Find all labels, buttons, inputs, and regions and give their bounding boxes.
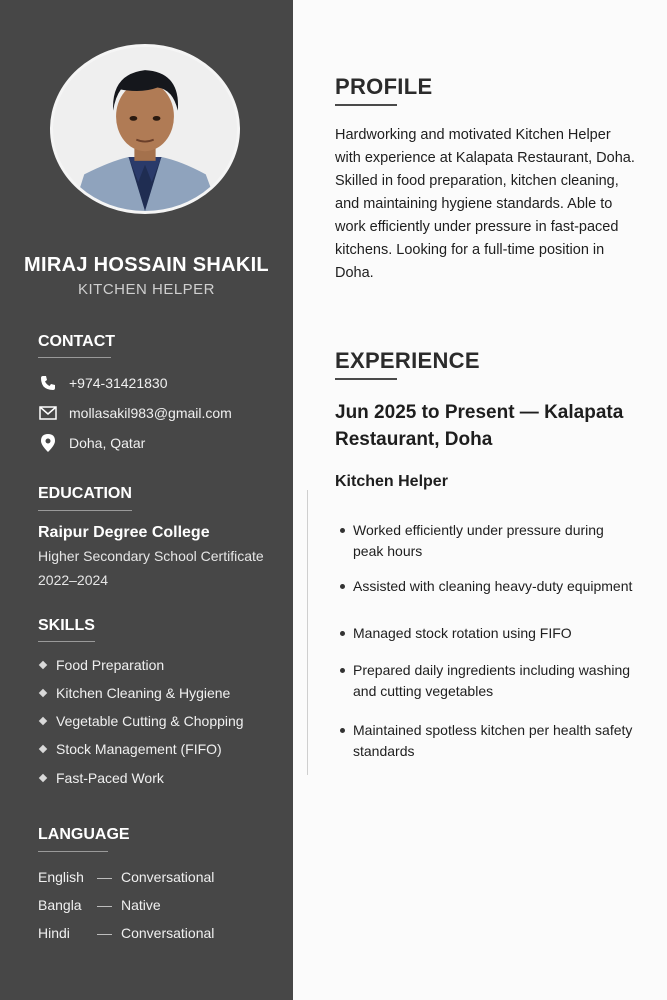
contact-location <box>38 432 145 454</box>
bullet-text: Prepared daily ingredients including washing and cutting vegetables <box>353 662 631 699</box>
experience-bullet <box>353 720 633 762</box>
skill-label: Food Preparation <box>56 657 165 673</box>
profile-divider <box>335 104 397 106</box>
phone-text: +974-31421830 <box>69 375 168 391</box>
profile-summary: Hardworking and motivated Kitchen Helper with experience at Kalapata Restaurant, Doha. Skilled in food preparation, kitchen cleaning, and maintaining hygiene standards. Able to work efficiently under pressure in fast-paced kitchens. Looking for a full-time position in Doha. <box>335 127 635 281</box>
language-name: Hindi <box>38 925 70 941</box>
profile-photo <box>50 44 240 214</box>
bullet-text: Worked efficiently under pressure during peak hours <box>353 522 604 559</box>
language-dash <box>97 906 112 907</box>
experience-bullet <box>353 576 633 597</box>
language-level: Native <box>121 897 161 913</box>
main-content <box>293 0 667 1000</box>
skill-label: Fast-Paced Work <box>56 770 164 786</box>
experience-bullet <box>353 660 633 702</box>
diamond-bullet-icon <box>39 689 47 697</box>
language-name: Bangla <box>38 897 82 913</box>
skills-divider <box>38 641 95 642</box>
profile-heading: PROFILE <box>335 74 433 99</box>
skill-item <box>38 685 230 701</box>
portrait-image <box>53 47 237 211</box>
sidebar <box>0 0 293 1000</box>
language-dash <box>97 934 112 935</box>
experience-divider <box>335 378 397 380</box>
timeline-line <box>307 490 308 775</box>
mail-icon <box>38 404 58 422</box>
language-divider <box>38 851 108 852</box>
email-text: mollasakil983@gmail.com <box>69 405 232 421</box>
contact-divider <box>38 357 111 358</box>
contact-heading: CONTACT <box>38 333 116 350</box>
language-level: Conversational <box>121 869 215 885</box>
diamond-bullet-icon <box>39 661 47 669</box>
language-name: English <box>38 869 84 885</box>
skill-item <box>38 770 164 786</box>
language-dash <box>97 878 112 879</box>
skill-label: Kitchen Cleaning & Hygiene <box>56 685 231 701</box>
education-years: 2022–2024 <box>38 572 109 588</box>
phone-icon <box>38 374 58 392</box>
bullet-dot-icon <box>340 584 345 589</box>
contact-email[interactable] <box>38 402 232 424</box>
education-divider <box>38 510 132 511</box>
experience-bullet <box>353 623 633 644</box>
education-heading: EDUCATION <box>38 485 132 502</box>
education-school: Raipur Degree College <box>38 524 210 541</box>
bullet-text: Assisted with cleaning heavy-duty equipment <box>353 578 633 594</box>
bullet-text: Managed stock rotation using FIFO <box>353 625 572 641</box>
language-level: Conversational <box>121 925 215 941</box>
skill-label: Vegetable Cutting & Chopping <box>56 713 244 729</box>
skill-item <box>38 657 164 673</box>
diamond-bullet-icon <box>39 774 47 782</box>
education-certificate: Higher Secondary School Certificate <box>38 548 264 564</box>
candidate-name: MIRAJ HOSSAIN SHAKIL <box>24 254 269 276</box>
bullet-dot-icon <box>340 668 345 673</box>
skill-item <box>38 713 244 729</box>
language-heading: LANGUAGE <box>38 826 130 843</box>
experience-period-employer: Jun 2025 to Present — Kalapata Restaurant, Doha <box>335 402 624 450</box>
location-text: Doha, Qatar <box>69 435 146 451</box>
bullet-text: Maintained spotless kitchen per health safety standards <box>353 722 633 759</box>
contact-phone[interactable] <box>38 372 168 394</box>
diamond-bullet-icon <box>39 717 47 725</box>
candidate-title: KITCHEN HELPER <box>77 281 216 298</box>
experience-role: Kitchen Helper <box>335 473 448 490</box>
bullet-dot-icon <box>340 728 345 733</box>
skills-heading: SKILLS <box>38 617 95 634</box>
bullet-dot-icon <box>340 631 345 636</box>
experience-bullet <box>353 520 633 562</box>
diamond-bullet-icon <box>39 745 47 753</box>
skill-item <box>38 741 222 757</box>
bullet-dot-icon <box>340 528 345 533</box>
experience-heading: EXPERIENCE <box>335 348 480 373</box>
skill-label: Stock Management (FIFO) <box>56 741 222 757</box>
location-pin-icon <box>38 434 58 452</box>
